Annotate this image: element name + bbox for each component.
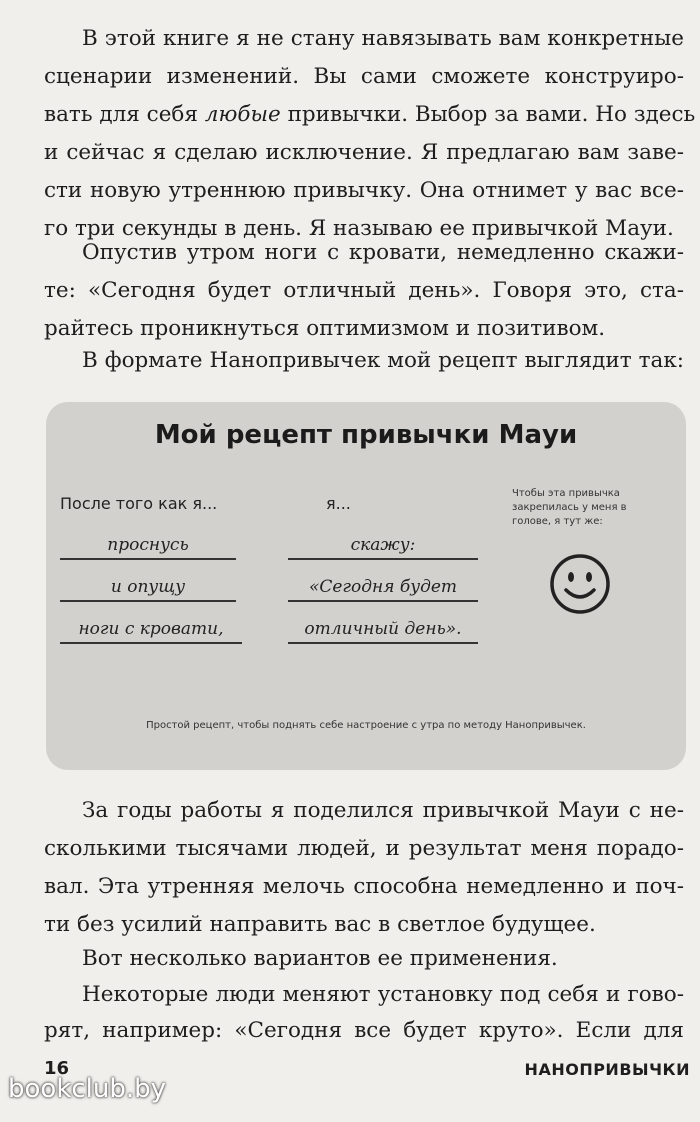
after-label: После того как я...: [60, 494, 218, 513]
text-line: райтесь проникнуться оптимизмом и позитивом.: [44, 316, 606, 341]
smiley-face-icon: [548, 552, 612, 616]
handwritten-line: скажу:: [288, 534, 478, 560]
emphasis: любые: [204, 102, 281, 127]
page-number: 16: [44, 1058, 70, 1079]
i-label: я...: [326, 494, 351, 513]
text-line: вать для себя любые привычки. Выбор за вами. Но здесь: [44, 102, 696, 127]
text-line: Некоторые люди меняют установку под себя и гово-: [82, 982, 684, 1007]
text-line: го три секунды в день. Я называю ее привычкой Мауи.: [44, 216, 674, 241]
handwritten-line: проснусь: [60, 534, 236, 560]
text-line: В этой книге я не стану навязывать вам конкретные: [82, 26, 684, 51]
handwritten-line: ноги с кровати,: [60, 618, 242, 644]
text-line: сколькими тысячами людей, и результат меня порадо-: [44, 836, 684, 861]
text-line: рят, например: «Сегодня все будет круто». Если для: [44, 1018, 684, 1043]
text-line: те: «Сегодня будет отличный день». Говоря это, ста-: [44, 278, 684, 303]
watermark: bookclub.by: [8, 1074, 167, 1104]
running-title: НАНОПРИВЫЧКИ: [524, 1060, 690, 1079]
text-line: сценарии изменений. Вы сами сможете конструиро-: [44, 64, 684, 89]
text-line: ти без усилий направить вас в светлое будущее.: [44, 912, 596, 937]
text-line: В формате Нанопривычек мой рецепт выглядит так:: [82, 348, 684, 373]
card-caption: Простой рецепт, чтобы поднять себе настроение с утра по методу Нанопривычек.: [146, 720, 586, 731]
text-line: За годы работы я поделился привычкой Мауи с не-: [82, 798, 684, 823]
text-line: Вот несколько вариантов ее применения.: [82, 946, 558, 971]
text-line: сти новую утреннюю привычку. Она отнимет у вас все-: [44, 178, 684, 203]
handwritten-line: отличный день».: [288, 618, 478, 644]
recipe-card: [46, 402, 686, 770]
card-note: Чтобы эта привычка закрепилась у меня в голове, я тут же:: [512, 488, 627, 527]
text-line: Опустив утром ноги с кровати, немедленно скажи-: [82, 240, 684, 265]
text-line: вал. Эта утренняя мелочь способна немедленно и поч-: [44, 874, 684, 899]
text-line: и сейчас я сделаю исключение. Я предлагаю вам заве-: [44, 140, 684, 165]
handwritten-line: «Сегодня будет: [288, 576, 478, 602]
card-title: Мой рецепт привычки Мауи: [154, 420, 578, 450]
handwritten-line: и опущу: [60, 576, 236, 602]
